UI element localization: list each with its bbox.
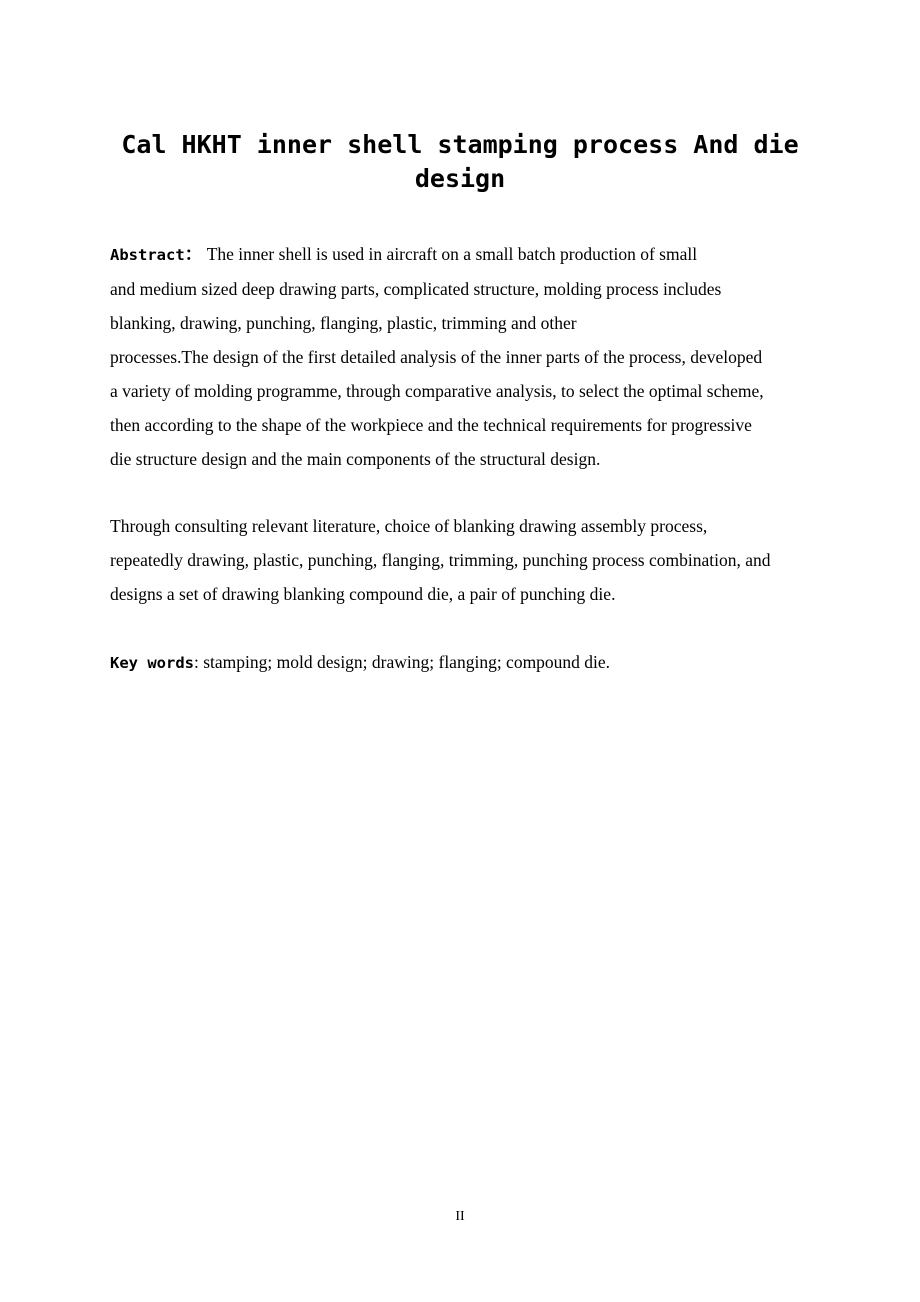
paragraph-line: designs a set of drawing blanking compound die, a pair of punching die. <box>110 584 616 604</box>
keywords-line <box>110 645 830 680</box>
paragraph-line: repeatedly drawing, plastic, punching, flanging, trimming, punching process combination, and <box>110 550 771 570</box>
abstract-text: The inner shell is used in aircraft on a small batch production of small <box>206 244 698 264</box>
abstract-line: processes.The design of the first detailed analysis of the inner parts of the process, developed <box>110 347 763 367</box>
abstract-line: blanking, drawing, punching, flanging, plastic, trimming and other <box>110 313 577 333</box>
abstract-colon: ： <box>184 244 203 265</box>
title-line-1: Cal HKHT inner shell stamping process And die <box>121 130 799 159</box>
second-paragraph <box>110 509 830 611</box>
abstract-line: and medium sized deep drawing parts, complicated structure, molding process includes <box>110 279 722 299</box>
abstract-label: Abstract <box>110 246 185 264</box>
paper-title <box>110 128 810 196</box>
page-number: II <box>455 1209 465 1224</box>
keywords-label: Key words <box>110 654 194 672</box>
title-line-2: design <box>414 164 506 193</box>
paragraph-line: Through consulting relevant literature, choice of blanking drawing assembly process, <box>110 516 708 536</box>
abstract-line: a variety of molding programme, through comparative analysis, to select the optimal scheme, <box>110 381 764 401</box>
keywords-text: : stamping; mold design; drawing; flanging; compound die. <box>194 652 611 672</box>
abstract-line: then according to the shape of the workpiece and the technical requirements for progressive <box>110 415 752 435</box>
keywords-paragraph <box>110 645 830 680</box>
abstract-paragraph <box>110 237 830 476</box>
abstract-line <box>110 237 830 272</box>
abstract-line: die structure design and the main components of the structural design. <box>110 449 601 469</box>
